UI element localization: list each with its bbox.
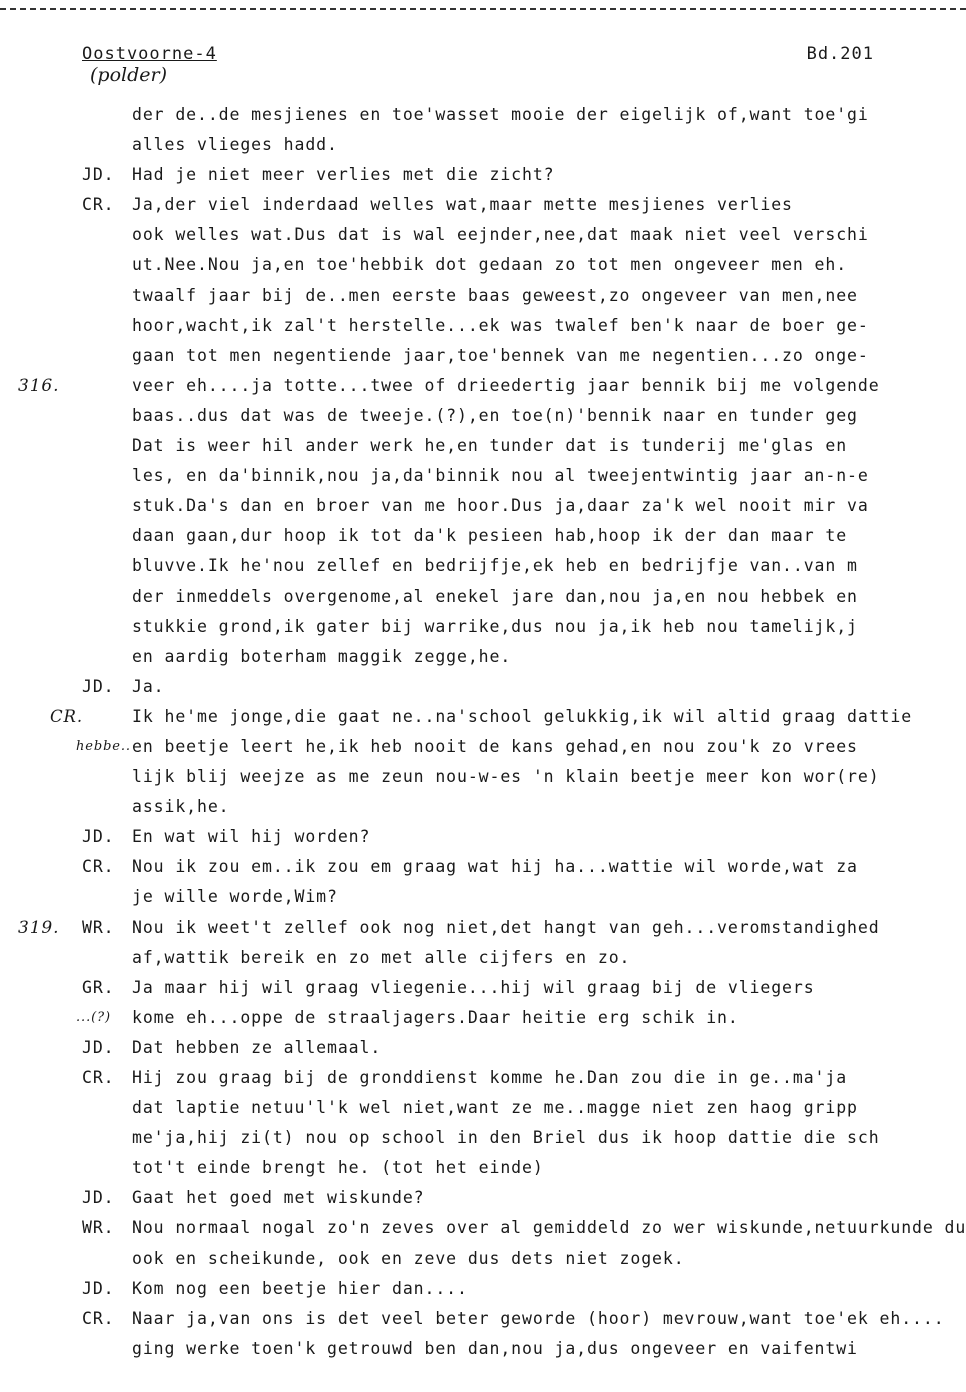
line-text: je wille worde,Wim?	[132, 887, 338, 907]
speaker-label: JD.	[82, 1037, 115, 1057]
transcript-line	[0, 551, 966, 581]
line-text: hoor,wacht,ik zal't herstelle...ek was twalef ben'k naar de boer ge-	[132, 315, 869, 335]
transcript-line	[0, 431, 966, 461]
transcript-line	[0, 1153, 966, 1183]
transcript-line	[0, 1003, 966, 1033]
line-text: en aardig boterham maggik zegge,he.	[132, 646, 512, 666]
line-text: ut.Nee.Nou ja,en toe'hebbik dot gedaan zo tot men ongeveer men eh.	[132, 255, 848, 275]
line-text: me'ja,hij zi(t) nou op school in den Briel dus ik hoop dattie die sch	[132, 1128, 880, 1148]
line-text: Dat hebben ze allemaal.	[132, 1037, 382, 1057]
line-text: assik,he.	[132, 797, 230, 817]
line-text: baas..dus dat was de tweeje.(?),en toe(n)'bennik naar en tunder geg	[132, 405, 858, 425]
transcript-line	[0, 732, 966, 762]
line-text: Gaat het goed met wiskunde?	[132, 1188, 425, 1208]
transcript-line	[0, 190, 966, 220]
line-text: Dat is weer hil ander werk he,en tunder dat is tunderij me'glas en	[132, 436, 848, 456]
line-text: Naar ja,van ons is det veel beter geworde (hoor) mevrouw,want toe'ek eh....	[132, 1308, 945, 1328]
line-text: Nou ik zou em..ik zou em graag wat hij ha...wattie wil worde,wat za	[132, 857, 858, 877]
line-text: ook en scheikunde, ook en zeve dus dets niet zogek.	[132, 1248, 685, 1268]
transcript-line	[0, 913, 966, 943]
line-text: lijk blij weejze as me zeun nou-w-es 'n klain beetje meer kon wor(re)	[132, 767, 880, 787]
line-text: der de..de mesjienes en toe'wasset mooie der eigelijk of,want toe'gi	[132, 105, 869, 124]
line-text: daan gaan,dur hoop ik tot da'k pesieen hab,hoop ik der dan maar te	[132, 526, 848, 546]
speaker-label: JD.	[82, 827, 115, 847]
transcript-line	[0, 642, 966, 672]
line-text: alles vlieges hadd.	[132, 135, 338, 155]
transcript-line	[0, 702, 966, 732]
transcript-line	[0, 401, 966, 431]
line-text: dat laptie netuu'l'k wel niet,want ze me..magge niet zen haog gripp	[132, 1098, 858, 1118]
line-text: veer eh....ja totte...twee of drieedertig jaar bennik bij me volgende	[132, 375, 880, 395]
line-text: les, en da'binnik,nou ja,da'binnik nou al tweejentwintig jaar an-n-e	[132, 466, 869, 486]
speaker-label: WR.	[82, 917, 115, 937]
transcript-line	[0, 1334, 966, 1364]
margin-note: 319.	[18, 917, 60, 938]
transcript-line	[0, 491, 966, 521]
transcript-line	[0, 341, 966, 371]
transcript-line	[0, 612, 966, 642]
line-text: stukkie grond,ik gater bij warrike,dus nou ja,ik heb nou tamelijk,j	[132, 616, 858, 636]
speaker-label: CR.	[50, 706, 83, 726]
transcript-line	[0, 311, 966, 341]
line-text: twaalf jaar bij de..men eerste baas geweest,zo ongeveer van men,nee	[132, 285, 858, 305]
speaker-label: CR.	[82, 857, 115, 877]
line-text: Nou ik weet't zellef ook nog niet,det hangt van geh...veromstandighed	[132, 917, 880, 937]
line-text: Had je niet meer verlies met die zicht?	[132, 165, 555, 185]
speaker-label: GR.	[82, 977, 115, 997]
transcript-line	[0, 1244, 966, 1274]
speaker-label: JD.	[82, 165, 115, 185]
speaker-label: WR.	[82, 1218, 115, 1238]
handwritten-prefix: ...(?)	[76, 1009, 111, 1025]
speaker-label: JD.	[82, 1188, 115, 1208]
transcript-line	[0, 672, 966, 702]
line-text: Nou normaal nogal zo'n zeves over al gemiddeld zo wer wiskunde,netuurkunde du	[132, 1218, 966, 1238]
line-text: en beetje leert he,ik heb nooit de kans gehad,en nou zou'k zo vrees	[132, 736, 858, 756]
transcript-line	[0, 1063, 966, 1093]
speaker-label: JD.	[82, 676, 115, 696]
transcript-line	[0, 762, 966, 792]
header-tape-number: Bd.201	[806, 44, 874, 64]
transcript-line	[0, 973, 966, 1003]
line-text: Ik he'me jonge,die gaat ne..na'school gelukkig,ik wil altid graag dattie	[132, 706, 913, 726]
line-text: af,wattik bereik en zo met alle cijfers en zo.	[132, 947, 631, 967]
transcript-line	[0, 371, 966, 401]
line-text: der inmeddels overgenome,al enekel jare dan,nou ja,en nou hebbek en	[132, 586, 858, 606]
transcript-line	[0, 160, 966, 190]
line-text: Hij zou graag bij de gronddienst komme he.Dan zou die in ge..ma'ja	[132, 1068, 848, 1087]
speaker-label: CR.	[82, 1308, 115, 1328]
line-text: Ja.	[132, 676, 165, 696]
transcript-line	[0, 1123, 966, 1153]
transcript-line	[0, 582, 966, 612]
line-text: tot't einde brengt he. (tot het einde)	[132, 1158, 544, 1178]
transcript-line	[0, 100, 966, 130]
line-text: Ja maar hij wil graag vliegenie...hij wil graag bij de vliegers	[132, 977, 815, 997]
speaker-label: JD.	[82, 1278, 115, 1298]
transcript-line	[0, 1033, 966, 1063]
transcript-line	[0, 792, 966, 822]
transcript-line	[0, 521, 966, 551]
speaker-label: CR.	[82, 1068, 115, 1087]
transcript-line	[0, 1274, 966, 1304]
transcript-line	[0, 461, 966, 491]
margin-note: 316.	[18, 375, 60, 396]
handwritten-prefix: hebbe..	[76, 738, 131, 754]
transcript-line	[0, 943, 966, 973]
line-text: stuk.Da's dan en broer van me hoor.Dus ja,daar za'k wel nooit mir va	[132, 496, 869, 516]
line-text: kome eh...oppe de straaljagers.Daar heitie erg schik in.	[132, 1007, 739, 1027]
header-location: Oostvoorne-4	[82, 44, 217, 64]
transcript-lines	[0, 100, 966, 1364]
speaker-label: CR.	[82, 195, 115, 215]
line-text: ging werke toen'k getrouwd ben dan,nou ja,dus ongeveer en vaifentwi	[132, 1338, 858, 1358]
line-text: bluvve.Ik he'nou zellef en bedrijfje,ek heb en bedrijfje van..van m	[132, 556, 858, 576]
transcript-line	[0, 1304, 966, 1334]
transcript-line	[0, 250, 966, 280]
line-text: Ja,der viel inderdaad welles wat,maar mette mesjienes verlies	[132, 195, 793, 215]
transcript-line	[0, 281, 966, 311]
line-text: Kom nog een beetje hier dan....	[132, 1278, 468, 1298]
transcript-line	[0, 1183, 966, 1213]
transcript-line	[0, 822, 966, 852]
transcript-line	[0, 1093, 966, 1123]
transcript-line	[0, 130, 966, 160]
header-handwritten-subtitle: (polder)	[90, 64, 167, 86]
line-text: ook welles wat.Dus dat is wal eejnder,nee,dat maak niet veel verschi	[132, 225, 869, 245]
top-dashed-rule	[0, 8, 966, 10]
line-text: gaan tot men negentiende jaar,toe'bennek van me negentien...zo onge-	[132, 345, 869, 365]
line-text: En wat wil hij worden?	[132, 827, 371, 847]
transcript-line	[0, 220, 966, 250]
transcript-line	[0, 1213, 966, 1243]
transcript-line	[0, 852, 966, 882]
transcript-line	[0, 882, 966, 912]
